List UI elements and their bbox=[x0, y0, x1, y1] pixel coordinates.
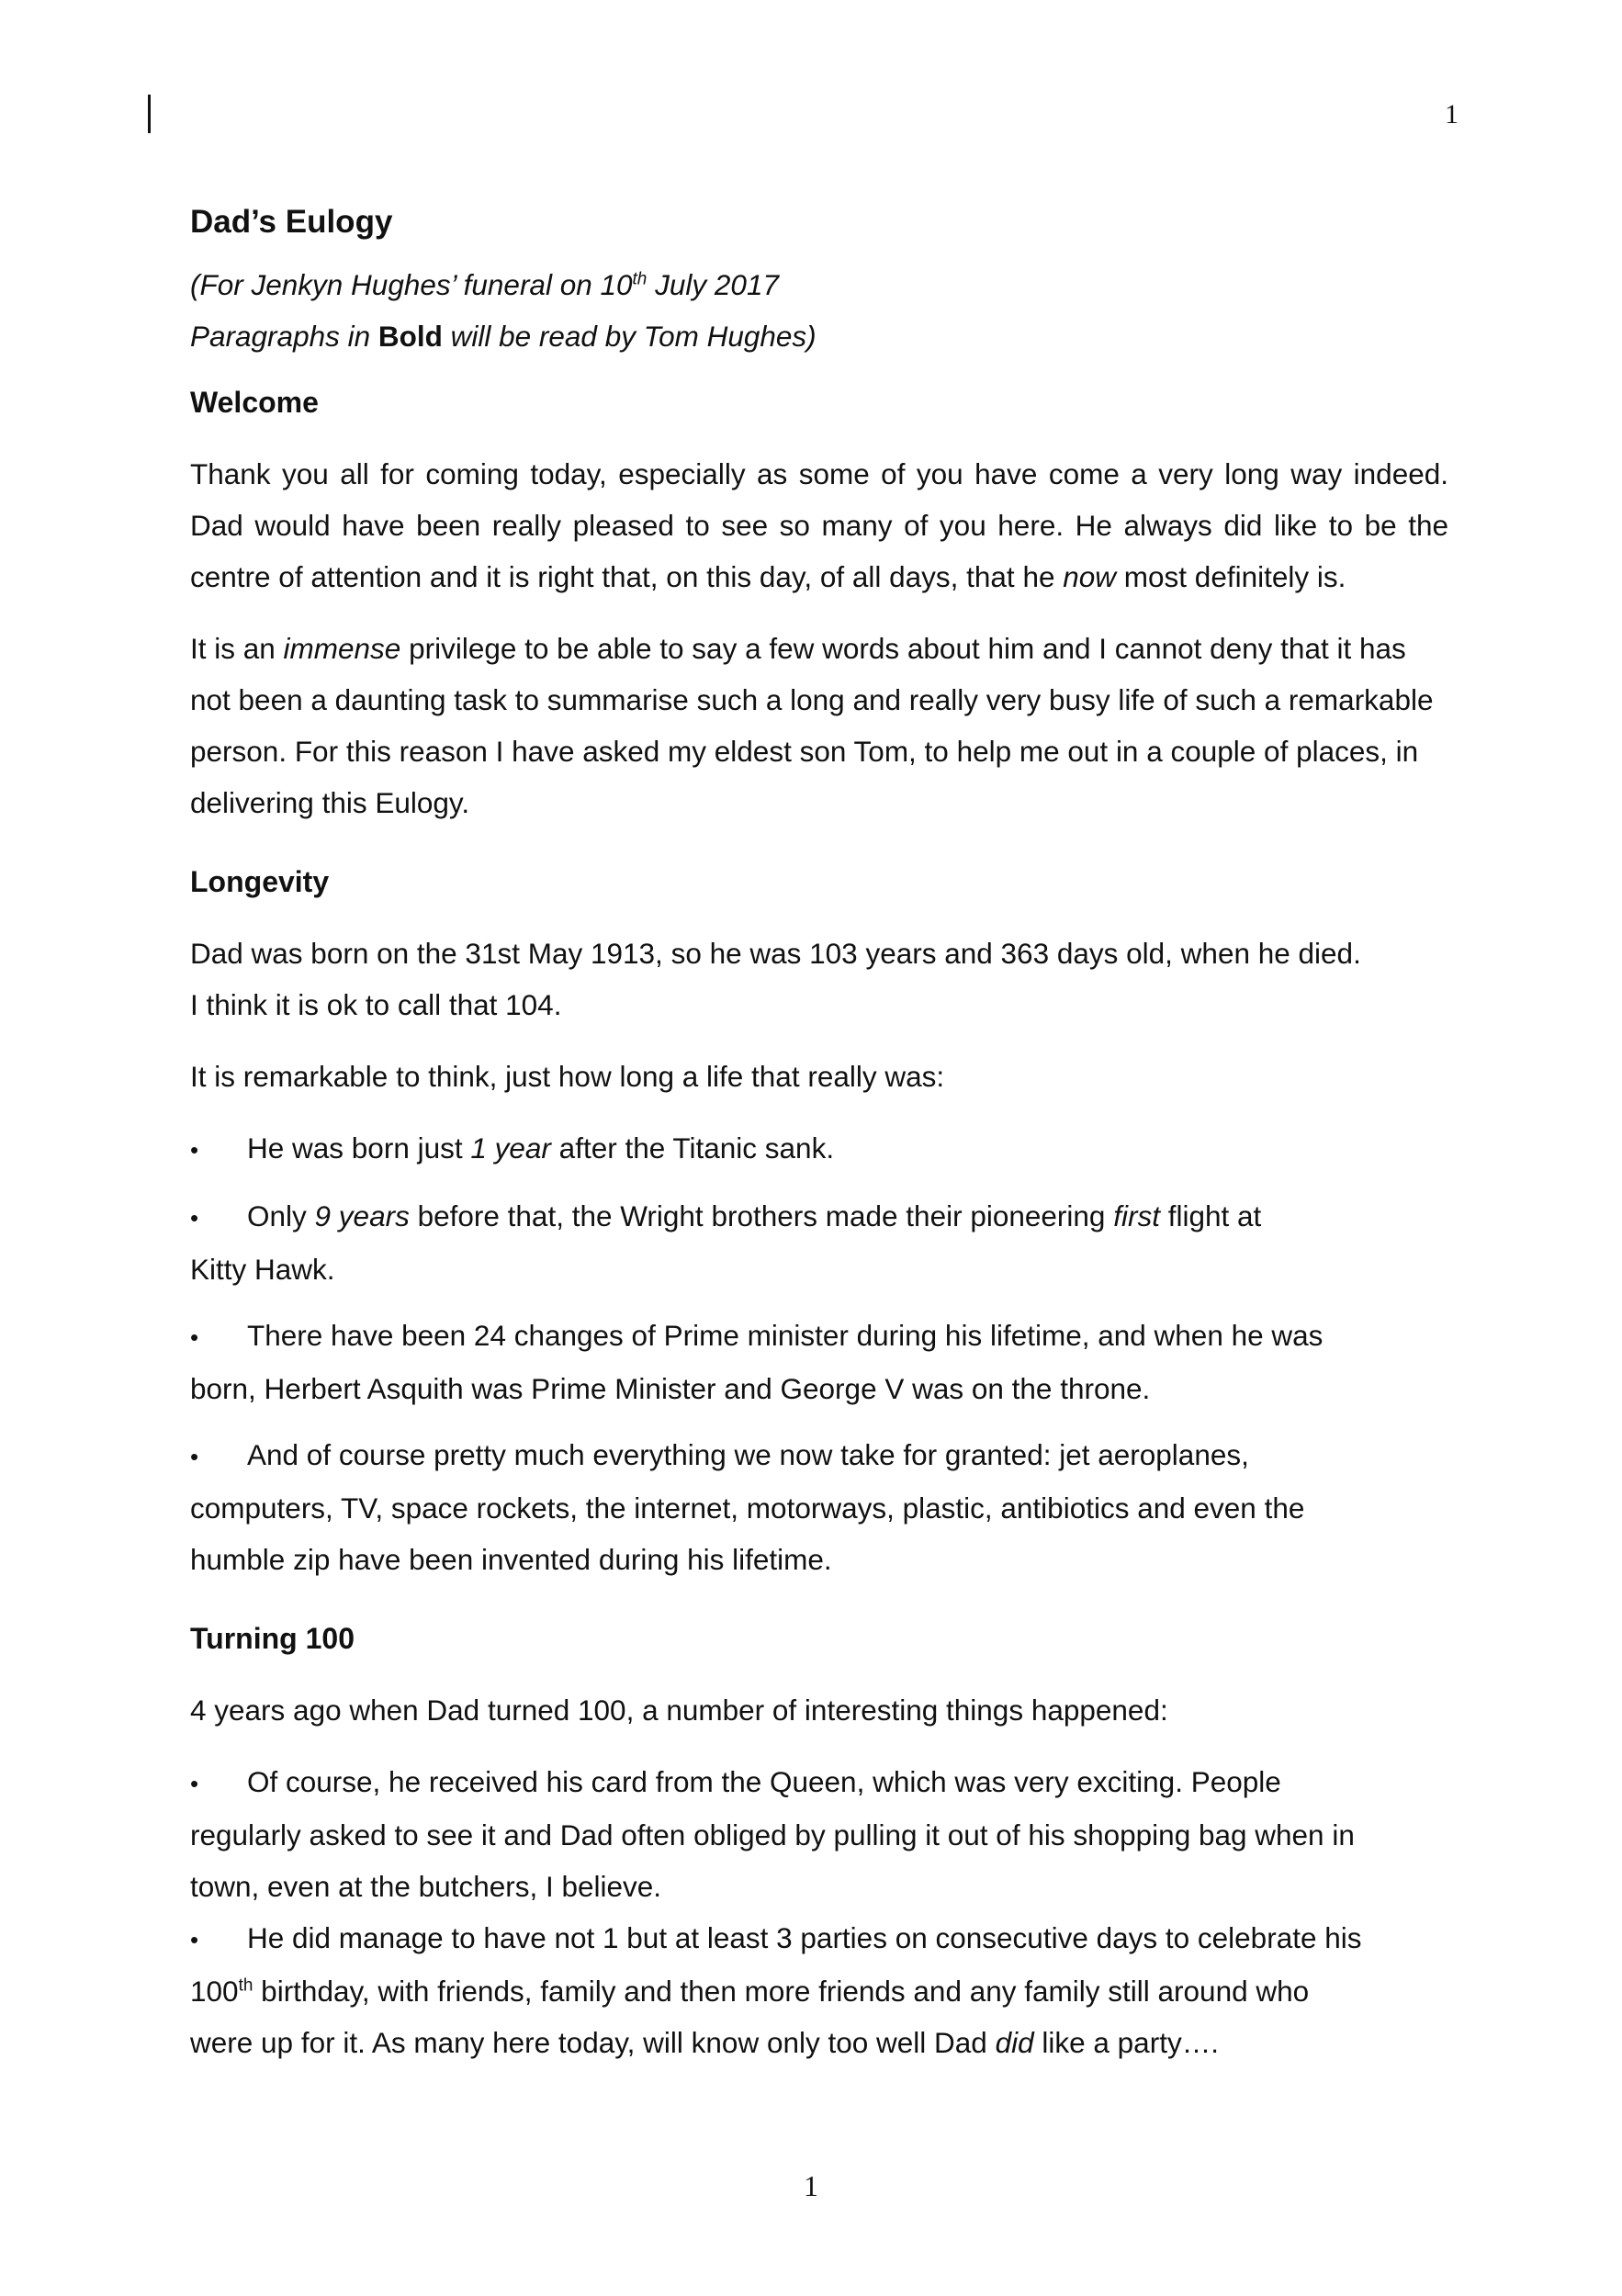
list-item-text: There have been 24 changes of Prime minister during his lifetime, and when he was bbox=[247, 1319, 1324, 1352]
list-item bbox=[190, 1122, 1448, 1176]
document-title: Dad’s Eulogy bbox=[190, 204, 393, 240]
welcome-paragraph-2 bbox=[190, 623, 1448, 828]
heading-turning-100: Turning 100 bbox=[190, 1622, 355, 1655]
list-item-continuation: town, even at the butchers, I believe. bbox=[190, 1870, 662, 1903]
list-item bbox=[190, 1912, 1448, 1965]
emphasis-text: 1 year bbox=[470, 1131, 551, 1165]
bullet-icon: • bbox=[190, 1770, 199, 1797]
bullet-icon: • bbox=[190, 1323, 199, 1351]
page-number-bottom: 1 bbox=[804, 2169, 818, 2202]
list-item-text: after the Titanic sank. bbox=[550, 1131, 835, 1165]
longevity-paragraph-1-line-1: Dad was born on the 31st May 1913, so he was 103 years and 363 days old, when he died. bbox=[190, 937, 1361, 970]
list-item-continuation: Kitty Hawk. bbox=[190, 1253, 335, 1286]
list-item-text: like a party…. bbox=[1033, 2026, 1219, 2059]
subtitle-text: will be read by Tom Hughes) bbox=[442, 320, 817, 353]
list-item-text: birthday, with friends, family and then more friends and any family still around who bbox=[253, 1975, 1310, 2008]
list-item bbox=[190, 1310, 1448, 1363]
list-item-continuation: humble zip have been invented during his lifetime. bbox=[190, 1543, 832, 1576]
paragraph-text: privilege to be able to say a few words about him and I cannot deny that it has not been a daunting task to summarise such a long and really very busy life of such a remarkable person. For this reason I have asked my eldest son Tom, to help me out in a couple of places, in delivering this Eulogy. bbox=[190, 632, 1434, 819]
heading-longevity: Longevity bbox=[190, 865, 330, 898]
list-item-continuation bbox=[190, 1965, 1448, 2017]
list-item-continuation: computers, TV, space rockets, the internet, motorways, plastic, antibiotics and even the bbox=[190, 1491, 1305, 1525]
page-number-top: 1 bbox=[1445, 99, 1459, 129]
list-item-continuation: born, Herbert Asquith was Prime Minister and George V was on the throne. bbox=[190, 1372, 1151, 1405]
list-item-text: He did manage to have not 1 but at least 3 parties on consecutive days to celebrate his bbox=[247, 1921, 1362, 1954]
bullet-icon: • bbox=[190, 1136, 199, 1164]
bullet-icon: • bbox=[190, 1443, 199, 1470]
subtitle-text: Paragraphs in bbox=[190, 320, 378, 353]
paragraph-text: It is an bbox=[190, 632, 284, 665]
list-item bbox=[190, 1190, 1448, 1244]
list-item-text: were up for it. As many here today, will know only too well Dad bbox=[190, 2026, 996, 2059]
list-item-text: Only bbox=[247, 1199, 315, 1232]
subtitle-line-2 bbox=[190, 310, 1448, 362]
list-item-text: before that, the Wright brothers made their pioneering bbox=[409, 1199, 1114, 1232]
turning-100-paragraph: 4 years ago when Dad turned 100, a number of interesting things happened: bbox=[190, 1694, 1168, 1727]
list-item-continuation: regularly asked to see it and Dad often obliged by pulling it out of his shopping bag when in bbox=[190, 1818, 1355, 1851]
subtitle-text: July 2017 bbox=[647, 268, 779, 301]
list-item-text: 100 bbox=[190, 1975, 239, 2008]
list-item-text: flight at bbox=[1159, 1199, 1262, 1232]
subtitle-line-1 bbox=[190, 259, 1448, 310]
emphasis-text: did bbox=[995, 2026, 1034, 2059]
list-item-text: He was born just bbox=[247, 1131, 471, 1165]
emphasis-text: immense bbox=[283, 632, 401, 665]
list-item bbox=[190, 1756, 1448, 1809]
emphasis-text: first bbox=[1113, 1199, 1160, 1232]
subtitle-text: (For Jenkyn Hughes’ funeral on 10 bbox=[190, 268, 633, 301]
list-item-text: Of course, he received his card from the Queen, which was very exciting. People bbox=[247, 1765, 1281, 1798]
welcome-paragraph-1 bbox=[190, 448, 1448, 602]
list-item bbox=[190, 1429, 1448, 1482]
bullet-icon: • bbox=[190, 1204, 199, 1232]
superscript-th: th bbox=[632, 269, 648, 289]
paragraph-text: Thank you all for coming today, especially as some of you have come a very long way indeed. Dad would have been really pleased to see so many of you here. He always did like to be the centre of attention and it is right that, on this day, of all days, that he bbox=[190, 457, 1448, 593]
longevity-paragraph-2: It is remarkable to think, just how long a life that really was: bbox=[190, 1060, 945, 1093]
subtitle-bold-word: Bold bbox=[377, 320, 443, 353]
superscript-th: th bbox=[238, 1975, 253, 1996]
paragraph-text: most definitely is. bbox=[1116, 560, 1346, 593]
longevity-paragraph-1-line-2: I think it is ok to call that 104. bbox=[190, 988, 562, 1021]
heading-welcome: Welcome bbox=[190, 386, 319, 419]
bullet-icon: • bbox=[190, 1926, 199, 1953]
document-body bbox=[190, 198, 1448, 2068]
emphasis-text: now bbox=[1063, 560, 1117, 593]
emphasis-text: 9 years bbox=[314, 1199, 410, 1232]
list-item-continuation bbox=[190, 2017, 1448, 2068]
list-item-text: And of course pretty much everything we now take for granted: jet aeroplanes, bbox=[247, 1438, 1249, 1471]
change-bar bbox=[148, 95, 151, 133]
